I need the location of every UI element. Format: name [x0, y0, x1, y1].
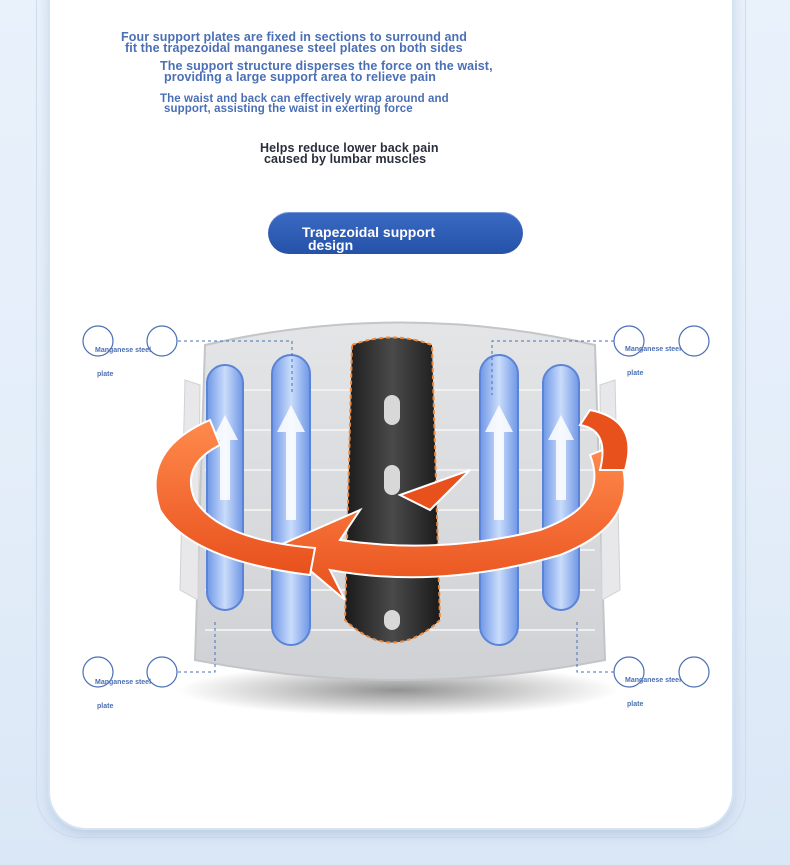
feature-text-1a: Four support plates are fixed in sections to surround and	[121, 30, 468, 44]
callout-bottom-right-line1: Manganese steel	[625, 677, 682, 684]
callout-bottom-left-line1: Manganese steel	[95, 679, 152, 686]
callout-top-left-line2: plate	[97, 371, 114, 378]
callout-top-left-line1: Manganese steel	[95, 347, 152, 354]
plate-slot-1	[384, 395, 400, 425]
feature-text-2a: The support structure disperses the force on the waist,	[160, 59, 493, 73]
feature-text-1b: fit the trapezoidal manganese steel plates on both sides	[125, 41, 463, 55]
feature-text-4b: caused by lumbar muscles	[264, 152, 427, 166]
design-badge-line2: design	[308, 237, 354, 253]
callout-bottom-left	[95, 663, 151, 719]
callout-top-right	[625, 330, 681, 386]
feature-text-2b: providing a large support area to relieve pain	[164, 70, 437, 84]
feature-text-3b: support, assisting the waist in exerting force	[164, 103, 413, 115]
plate-slot-2	[384, 465, 400, 495]
callout-bottom-left-line2: plate	[97, 703, 114, 710]
feature-text-4a: Helps reduce lower back pain	[260, 141, 439, 155]
callout-top-left	[95, 331, 151, 387]
callout-top-right-line1: Manganese steel	[625, 346, 682, 353]
plate-slot-3	[384, 610, 400, 630]
callout-bottom-right	[625, 661, 681, 717]
feature-text-3a: The waist and back can effectively wrap around and	[160, 93, 449, 105]
callout-bottom-right-line2: plate	[627, 701, 644, 708]
callout-top-right-line2: plate	[627, 370, 644, 377]
design-badge-line1: Trapezoidal support	[302, 224, 436, 240]
